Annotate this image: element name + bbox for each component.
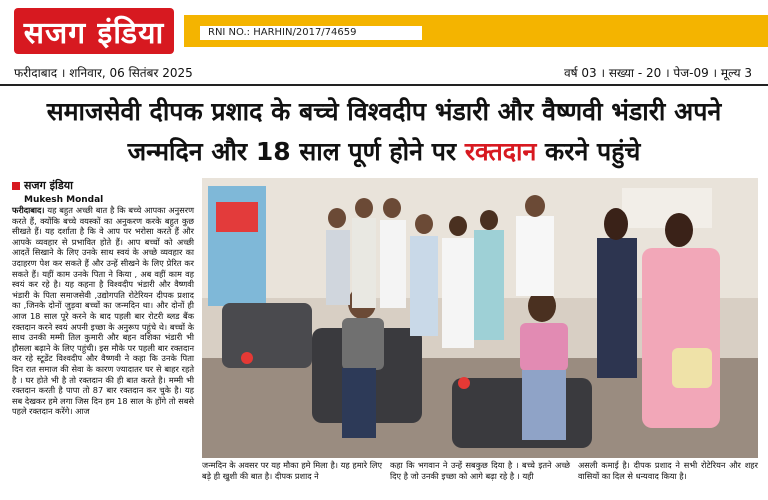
dateline: फरीदाबाद । शनिवार, 06 सितंबर 2025 xyxy=(14,66,193,80)
headline-line-1: समाजसेवी दीपक प्रशाद के बच्चे विश्वदीप भंडारी और वैष्णवी भंडारी अपने xyxy=(46,97,722,126)
square-icon xyxy=(12,182,20,190)
bottom-columns xyxy=(202,460,758,500)
blood-donation-photo xyxy=(202,178,758,458)
headline-highlight: रक्तदान xyxy=(464,137,537,166)
headline-line-2-post: करने पहुंचे xyxy=(536,137,641,166)
article-text: यह बहुत अच्छी बात है कि बच्चे आपका अनुसरण करते हैं, क्योंकि बच्चे वयस्कों का अनुकरण करके बहुत कुछ सीखते हैं। यह दर्शाता है कि वे आप पर भरोसा करते हैं और आपके व्यवहार से प्रभावित होते हैं। आप बच्चों को अच्छी आदतें सिखाने के लिए उनके साथ स्वयं के अच्छे व्यवहार का उदाहरण पेश कर सकते हैं और उन्हें सीखने के लिए प्रेरित कर सकते हैं। यहीं काम उनके पिता ने किया , अब वहीं काम वह स्वयं कर रहे है। यह कहना है विश्वदीप भंडारी और वैष्णवी भंडारी के पिता समाजसेवी ,उद्योगपति रोटेरियन दीपक प्रशाद का ,जिनके दोनों जुड़वा बच्चों का जन्मदिन था। और दोनों ही आज 18 साल पूरे करने के बाद पहली बार रोटरी ब्लड बैंक रक्तदान करने स्वयं अपनी इच्छा के अनुरूप पहुंचे थे। बच्चों के साथ उनकी मम्मी तिल कुमारी और बहन वशिका भंडारी भी हौसला बढ़ाने के लिए पहुंची। इस मौके पर पहली बार रक्तदान कर रहे स्टूडेंट विश्वदीप और वैष्णवी ने कहा कि उनके पिता दिन रात समाज की सेवा के कारण ज्यादातर घर से बाहर रहते है । घर होते भी है तो रक्तदान की ही बात करते है। मम्मी भी रक्तदान करती है पापा तो 87 बार रक्तदान कर चुके है। यह सब देखकर हमे लगा जिस दिन हम 18 साल के होंगे तो सबसे पहले रक्तदान करेंगे। आज xyxy=(12,205,194,417)
masthead xyxy=(0,0,768,58)
issue-info: वर्ष 03 । सख्या - 20 । पेज-09 । मूल्य 3 xyxy=(563,66,752,80)
bottom-column-3: असली कमाई है। दीपक प्रशाद ने सभी रोटेरियन और शहर वासियों का दिल से धन्यवाद किया है। xyxy=(578,460,758,481)
headline xyxy=(0,92,768,172)
rni-number: RNI NO.: HARHIN/2017/74659 xyxy=(200,26,422,40)
article-body xyxy=(12,205,194,417)
bottom-column-1: जन्मदिन के अवसर पर यह मौका हमे मिला है। यह हमारे लिए बड़े ही खुशी की बात है। दीपक प्रशाद ने xyxy=(202,460,382,481)
photo-illustration xyxy=(202,178,758,458)
info-bar xyxy=(0,58,768,86)
newspaper-logo: सजग इंडिया xyxy=(14,8,174,54)
headline-line-2-pre: जन्मदिन और 18 साल पूर्ण होने पर xyxy=(127,137,465,166)
article-lead: फरीदाबाद। xyxy=(12,205,45,215)
byline xyxy=(12,178,202,205)
byline-brand-text: सजग इंडिया xyxy=(24,179,73,192)
headline-line-2 xyxy=(0,132,768,172)
byline-brand xyxy=(12,178,202,193)
bottom-column-2: कहा कि भगवान ने उन्हें सबकुछ दिया है । बच्चे इतने अच्छे दिए है जो उनकी इच्छा को आगे बढ़ा रहे है । यही xyxy=(390,460,570,481)
reporter-name: Mukesh Mondal xyxy=(24,195,104,205)
